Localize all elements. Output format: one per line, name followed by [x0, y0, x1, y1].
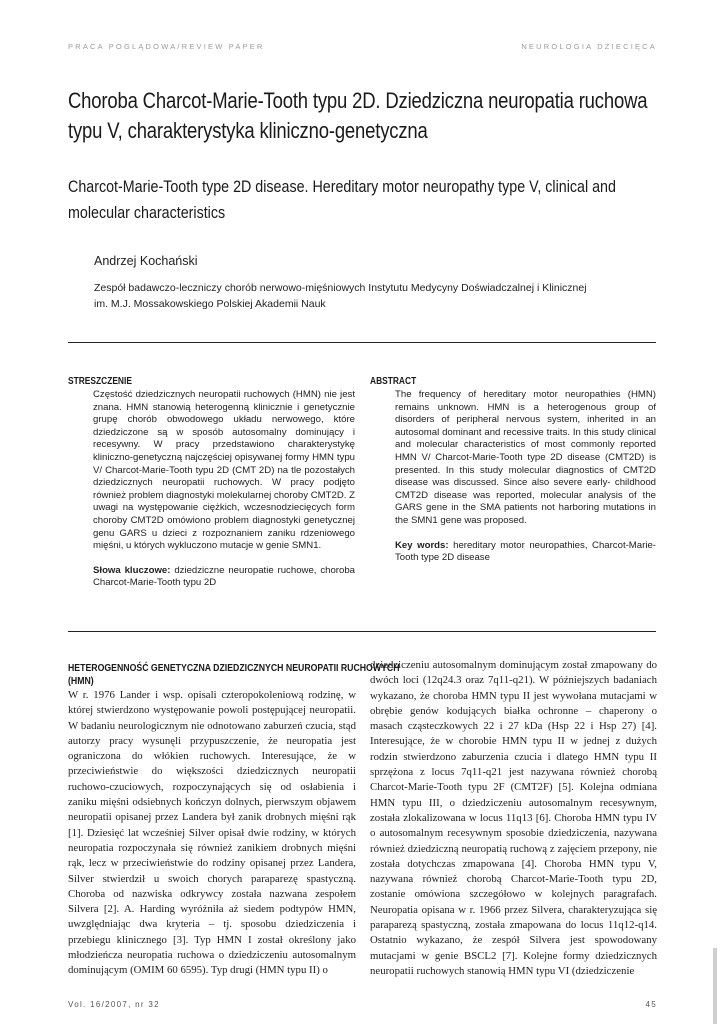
streszczenie-text: Częstość dziedzicznych neuropatii ruchowych (HMN) nie jest znana. HMN stanowią heterogenną klinicznie i genetycznie grupę chorób obwodowego układu nerwowego, które dziedziczone są w sposób autosomalny dominujący i recesywny. W pracy przedstawiono charakterystykę kliniczno-genetyczną najczęściej opisywanej formy HMN typu V/ Charcot-Marie-Tooth typu 2D (CMT 2D) na tle pozostałych dziedzicznych neuropatii ruchowych. W pracy podjęto również problem diagnostyki molekularnej choroby CMT2D. Z uwagi na występowanie ciężkich, wczesnodziecięcych form choroby CMT2D omówiono problem diagnostyki genetycznej genu GARS u dzieci z rozpoznaniem zaniku rdzeniowego mięśni, u których wykluczono mutacje w genie SMN1. — [93, 389, 355, 552]
section-heading-line2: (HMN) — [68, 676, 94, 687]
streszczenie-keywords-value: dziedziczne neuropatie ruchowe, choroba Charcot-Marie-Tooth typu 2D — [93, 564, 355, 589]
abstract-block — [395, 389, 656, 565]
footer-volume: Vol. 16/2007, nr 32 — [68, 1000, 160, 1009]
streszczenie-keywords-label: Słowa kluczowe: — [93, 564, 171, 576]
divider-middle — [68, 631, 656, 632]
body-column-left — [68, 688, 356, 979]
title-english-line1: Charcot-Marie-Tooth type 2D disease. Hereditary motor neuropathy type V, clinical and — [68, 177, 616, 196]
affiliation — [94, 280, 634, 312]
journal-section-label: PRACA POGLĄDOWA/REVIEW PAPER — [68, 42, 265, 51]
streszczenie-heading: STRESZCZENIE — [68, 376, 132, 387]
title-english — [68, 174, 616, 226]
streszczenie-block — [93, 389, 355, 590]
body-text-left: W r. 1976 Lander i wsp. opisali czteropokoleniową rodzinę, w której stwierdzono występowanie powoli postępującej neuropatii. W badaniu neurologicznym nie odnotowano zaburzeń czucia, stąd autorzy pracy wysunęli przypuszczenie, że neuropatia jest ograniczona do włókien ruchowych. Interesujące, że w przeciwieństwie do większości dziedzicznych neuropatii ruchowo-czuciowych, rozpoczynających się od osłabienia i zaniku mięśni odsiebnych kończyn dolnych, pierwszym objawem neuropatii opisanej przez Landera był zanik drobnych mięśni rąk [1]. Dziesięć lat wcześniej Silver opisał dwie rodziny, w których neuropatia rozpoczynała się również zanikiem drobnych mięśni rąk, lecz w przeciwieństwie do rodziny opisanej przez Landera, Silver stwierdził u swoich chorych paraparezę spastyczną. Choroba od nazwiska odkrywcy została nazwana zespołem Silvera [2]. A. Harding wyróżniła aż siedem podtypów HMN, uwzględniając dwa kryteria – tj. sposobu dziedziczenia i przebiegu klinicznego [3]. Typ HMN I został określony jako młodzieńcza neuropatia ruchowa o dziedziczeniu autosomalnym dominującym (OMIM 60 6595). Typ drugi (HMN typu II) o — [68, 689, 356, 977]
streszczenie-keywords — [93, 565, 355, 590]
abstract-text: The frequency of hereditary motor neuropathies (HMN) remains unknown. HMN is a heterogenous group of disorders of peripheral nervous system, inherited in an autosomal dominant and recessive traits. In this study clinical and molecular characteristics of most commonly reported HMN V/ Charcot-Marie-Tooth type 2D disease (CMT2D) is presented. In this study molecular diagnostics of CMT2D disease was discussed. Since also severe early- childhood CMT2D disease was reported, molecular analysis of the GARS gene in the SMA patients not harboring mutations in the SMN1 gene was proposed. — [395, 389, 656, 526]
abstract-keywords-label: Key words: — [395, 539, 449, 551]
title-polish-line1: Choroba Charcot-Marie-Tooth typu 2D. Dziedziczna neuropatia ruchowa — [68, 88, 648, 113]
title-polish-line2: typu V, charakterystyka kliniczno-genetyczna — [68, 118, 428, 143]
page-number: 45 — [645, 1000, 657, 1009]
abstract-keywords-value: hereditary motor neuropathies, Charcot-Marie-Tooth type 2D disease — [395, 539, 656, 564]
page-edge-marker — [713, 948, 717, 1024]
abstract-keywords — [395, 540, 656, 565]
body-column-right — [370, 658, 657, 979]
title-english-line2: molecular characteristics — [68, 203, 226, 222]
affiliation-line1: Zespół badawczo-leczniczy chorób nerwowo-mięśniowych Instytutu Medycyny Doświadczalnej i Klinicznej — [94, 282, 587, 294]
abstract-heading: ABSTRACT — [370, 376, 417, 387]
affiliation-line2: im. M.J. Mossakowskiego Polskiej Akademii Nauk — [94, 298, 326, 310]
author-name: Andrzej Kochański — [94, 254, 198, 268]
section-heading — [68, 662, 400, 688]
title-polish — [68, 86, 648, 146]
journal-name-label: NEUROLOGIA DZIECIĘCA — [521, 42, 657, 51]
section-heading-line1: HETEROGENNOŚĆ GENETYCZNA DZIEDZICZNYCH NEUROPATII RUCHOWYCH — [68, 663, 400, 674]
divider-top — [68, 342, 656, 343]
body-text-right: dziedziczeniu autosomalnym dominującym został zmapowany do dwóch loci (12q24.3 oraz 7q11-q21). W późniejszych badaniach wykazano, że choroba HMN typu II jest wywołana mutacjami w obrębie genów kodujących białka ochronne – chaperony o masach cząsteczkowych 22 i 27 kDa (Hsp 22 i Hsp 27) [4]. Interesujące, że w chorobie HMN typu II w jednej z dużych rodzin stwierdzono zaburzenia czucia i dlatego HMN typu II sprzężona z locus 7q11-q21 jest nazywana również chorobą Charcot-Marie-Tooth typu 2F (CMT2F) [5]. Kolejna odmiana HMN typu III, o dziedziczeniu autosomalnym recesywnym, została zlokalizowana w locus 11q13 [6]. Choroba HMN typu IV o autosomalnym recesywnym sposobie dziedziczenia, nazywana również dziedziczną neuropatią ruchową z zajęciem przepony, nie została dotychczas zmapowana [4]. Choroba HMN typu V, nazywana również chorobą Charcot-Marie-Tooth typu 2D, zostanie omówiona szczegółowo w kolejnych paragrafach. Neuropatia opisana w r. 1966 przez Silvera, charakteryzująca się paraparezą spastyczną, została zmapowana do locus 11q12-q14. Ostatnio wykazano, że zespół Silvera jest spowodowany mutacjami w genie BSCL2 [7]. Kolejne formy dziedzicznych neuropatii ruchowych stanowią HMN typu VI (dziedziczenie — [370, 659, 657, 977]
